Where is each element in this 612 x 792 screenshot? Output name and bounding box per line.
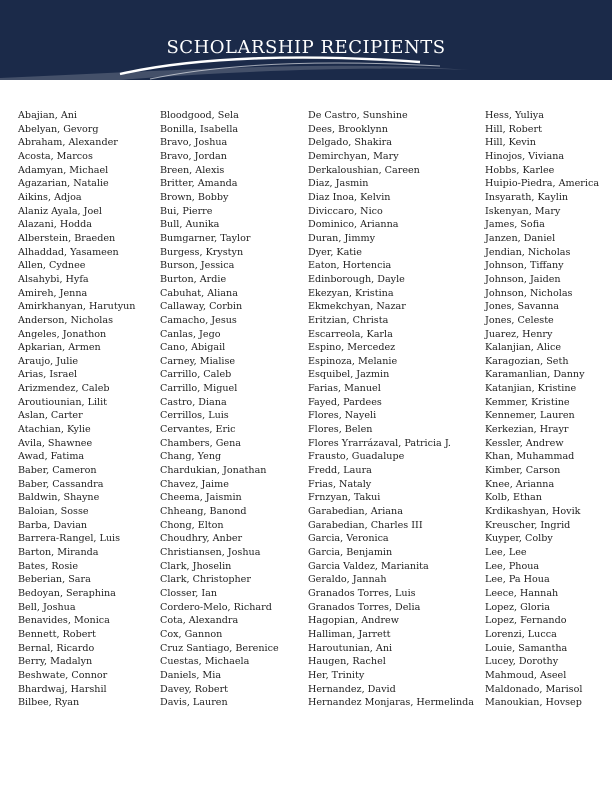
recipient-columns (0, 109, 612, 729)
recipient-name: Louie, Samantha (485, 642, 568, 654)
recipient-name: Hinojos, Viviana (485, 150, 565, 162)
recipient-name: Eritzian, Christa (308, 314, 389, 326)
header-banner (0, 0, 612, 80)
recipient-name: Davis, Lauren (160, 697, 228, 709)
recipient-name: Kerkezian, Hrayr (485, 424, 569, 436)
recipient-name: Esquibel, Jazmin (308, 369, 390, 381)
recipient-name: Carrillo, Miguel (160, 383, 238, 395)
recipient-name: Bennett, Robert (18, 628, 96, 640)
recipient-name: Baber, Cameron (18, 465, 97, 477)
recipient-name: Bilbee, Ryan (18, 697, 80, 709)
recipient-name: Frausto, Guadalupe (308, 451, 405, 463)
recipient-name: Bedoyan, Seraphina (18, 587, 116, 599)
recipient-name: Atachian, Kylie (18, 424, 91, 436)
recipient-name: Kessler, Andrew (485, 437, 564, 449)
recipient-name: Araujo, Julie (18, 355, 79, 367)
recipient-name: Haroutunian, Ani (308, 642, 393, 654)
recipient-column-2 (160, 109, 279, 710)
recipient-name: Diviccaro, Nico (308, 205, 383, 217)
recipient-name: Cruz Santiago, Berenice (160, 642, 279, 654)
recipient-name: Choudhry, Anber (160, 533, 243, 545)
recipient-name: Abraham, Alexander (18, 137, 118, 149)
recipient-name: Lorenzi, Lucca (485, 628, 557, 640)
recipient-name: Aroutiounian, Lilit (18, 396, 108, 408)
recipient-name: Angeles, Jonathon (18, 328, 107, 340)
recipient-name: Haugen, Rachel (308, 656, 386, 668)
recipient-name: Johnson, Tiffany (485, 260, 564, 272)
recipient-name: Hill, Robert (485, 123, 542, 135)
recipient-name: Chavez, Jaime (160, 478, 229, 490)
recipient-name: Hill, Kevin (485, 137, 536, 149)
recipient-name: Bhardwaj, Harshil (18, 683, 107, 695)
recipient-column-4 (485, 109, 599, 710)
page-title: SCHOLARSHIP RECIPIENTS (166, 37, 446, 58)
recipient-name: Garcia Valdez, Marianita (308, 560, 429, 572)
recipient-name: Carrillo, Caleb (160, 369, 232, 381)
recipient-name: Kuyper, Colby (485, 533, 553, 545)
recipient-name: Iskenyan, Mary (485, 205, 561, 217)
recipient-name: Fredd, Laura (308, 465, 372, 477)
recipient-name: Duran, Jimmy (308, 232, 375, 244)
recipient-name: Johnson, Nicholas (485, 287, 573, 299)
recipient-name: Barrera-Rangel, Luis (18, 533, 121, 545)
recipient-name: Eaton, Hortencia (308, 260, 392, 272)
recipient-name: Lopez, Gloria (485, 601, 551, 613)
recipient-column-3 (308, 109, 474, 710)
recipient-name: Garabedian, Charles III (308, 519, 423, 531)
recipient-name: Carney, Mialise (160, 355, 236, 367)
recipient-name: Garabedian, Ariana (308, 506, 403, 518)
recipient-name: Burton, Ardie (160, 273, 227, 285)
recipient-name: Farias, Manuel (308, 383, 381, 395)
recipient-name: Hernandez, David (308, 683, 396, 695)
recipient-name: Hobbs, Karlee (485, 164, 555, 176)
recipient-name: Knee, Arianna (485, 478, 555, 490)
recipient-name: Katanjian, Kristine (485, 383, 577, 395)
recipient-name: Janzen, Daniel (485, 232, 556, 244)
recipient-name: Acosta, Marcos (18, 150, 93, 162)
recipient-name: Flores, Nayeli (308, 410, 377, 422)
recipient-name: Awad, Fatima (18, 451, 85, 463)
recipient-name: Bates, Rosie (18, 560, 78, 572)
recipient-name: Karagozian, Seth (485, 355, 569, 367)
recipient-name: Bell, Joshua (18, 601, 76, 613)
recipient-name: Hernandez Monjaras, Hermelinda (308, 697, 475, 709)
recipient-name: Castro, Diana (160, 396, 227, 408)
recipient-name: Breen, Alexis (160, 164, 225, 176)
recipient-name: Krdikashyan, Hovik (485, 506, 581, 518)
recipient-name: Hess, Yuliya (485, 110, 544, 121)
recipient-name: Bernal, Ricardo (18, 642, 95, 654)
recipient-name: Kennemer, Lauren (485, 410, 575, 422)
recipient-name: Bull, Aunika (160, 219, 220, 231)
recipient-name: Davey, Robert (160, 683, 229, 695)
recipient-name: Cox, Gannon (160, 628, 223, 640)
recipient-name: Burgess, Krystyn (160, 246, 244, 258)
recipient-name: Insyarath, Kaylin (485, 191, 569, 203)
recipient-name: Maldonado, Marisol (485, 683, 583, 695)
recipient-name: Lee, Lee (485, 547, 527, 558)
recipient-name: Beberian, Sara (18, 574, 91, 586)
recipient-name: Juarez, Henry (485, 328, 553, 340)
recipient-name: Dees, Brooklynn (308, 123, 388, 135)
recipient-name: Halliman, Jarrett (308, 628, 391, 640)
recipient-name: Brown, Bobby (160, 191, 229, 203)
recipient-name: Jendian, Nicholas (485, 246, 571, 258)
recipient-name: Anderson, Nicholas (18, 314, 113, 326)
recipient-name: Alberstein, Braeden (18, 232, 116, 244)
recipient-name: Kolb, Ethan (485, 492, 542, 504)
recipient-name: Ekmekchyan, Nazar (308, 301, 406, 313)
recipient-name: James, Sofia (485, 219, 545, 231)
recipient-name: Christiansen, Joshua (160, 547, 261, 558)
recipient-name: Diaz Inoa, Kelvin (308, 191, 391, 203)
recipient-name: Amireh, Jenna (18, 287, 88, 299)
recipient-name: Abajian, Ani (18, 110, 78, 121)
recipient-name: Dominico, Arianna (308, 219, 399, 231)
recipient-name: Cervantes, Eric (160, 424, 236, 436)
recipient-name: Aslan, Carter (18, 410, 83, 422)
recipient-name: Daniels, Mia (160, 669, 222, 681)
recipient-name: Geraldo, Jannah (308, 574, 387, 586)
recipient-name: Ekezyan, Kristina (308, 287, 394, 299)
recipient-name: Avila, Shawnee (18, 437, 93, 449)
recipient-name: Cota, Alexandra (160, 615, 239, 627)
recipient-name: Flores Yrarrázaval, Patricia J. (308, 437, 451, 449)
recipient-name: Espino, Mercedez (308, 342, 396, 354)
recipient-name: Alaniz Ayala, Joel (18, 205, 103, 217)
recipient-name: Arias, Israel (18, 369, 78, 381)
recipient-name: Arizmendez, Caleb (18, 383, 110, 395)
recipient-name: Bui, Pierre (160, 205, 213, 217)
recipient-name: Leece, Hannah (485, 587, 559, 599)
recipient-name: Barba, Davian (18, 519, 88, 531)
recipient-name: Kreuscher, Ingrid (485, 519, 571, 531)
recipient-name: Cordero-Melo, Richard (160, 601, 272, 613)
recipient-name: Flores, Belen (308, 424, 373, 436)
recipient-name: Canlas, Jego (160, 328, 221, 340)
recipient-name: Alazani, Hodda (18, 219, 92, 231)
recipient-name: Agazarian, Natalie (18, 178, 109, 190)
recipient-name: Baber, Cassandra (18, 478, 104, 490)
recipient-name: Chambers, Gena (160, 437, 242, 449)
recipient-name: Garcia, Benjamin (308, 547, 393, 558)
recipient-name: Bravo, Jordan (160, 150, 227, 162)
recipient-name: Fayed, Pardees (308, 396, 382, 408)
recipient-name: Delgado, Shakira (308, 137, 392, 149)
recipient-name: Berry, Madalyn (18, 656, 93, 668)
recipient-name: Huipio-Piedra, America (485, 178, 600, 190)
recipient-name: Bonilla, Isabella (160, 123, 239, 135)
recipient-name: Kimber, Carson (485, 465, 561, 477)
recipient-name: Clark, Jhoselin (160, 560, 232, 572)
recipient-name: Baldwin, Shayne (18, 492, 100, 504)
recipient-name: Alhaddad, Yasameen (18, 246, 119, 258)
recipient-name: Amirkhanyan, Harutyun (18, 301, 136, 313)
recipient-name: Kemmer, Kristine (485, 396, 570, 408)
recipient-name: Callaway, Corbin (160, 301, 243, 313)
recipient-name: De Castro, Sunshine (308, 110, 408, 121)
recipient-name: Johnson, Jaiden (485, 273, 561, 285)
recipient-name: Cerrillos, Luis (160, 410, 229, 422)
recipient-name: Karamanlian, Danny (485, 369, 585, 381)
recipient-name: Jones, Savanna (485, 301, 560, 313)
recipient-name: Demirchyan, Mary (308, 150, 399, 162)
recipient-name: Abelyan, Gevorg (18, 123, 99, 135)
recipient-name: Lopez, Fernando (485, 615, 567, 627)
recipient-name: Chang, Yeng (160, 451, 222, 463)
recipient-name: Beshwate, Connor (18, 669, 108, 681)
recipient-name: Kalanjian, Alice (485, 342, 562, 354)
recipient-name: Aikins, Adjoa (18, 191, 82, 203)
recipient-column-1 (18, 109, 135, 710)
recipient-name: Bumgarner, Taylor (160, 232, 251, 244)
recipient-name: Frnzyan, Takui (308, 492, 381, 504)
recipient-name: Clark, Christopher (160, 574, 251, 586)
recipient-name: Bravo, Joshua (160, 137, 228, 149)
recipient-name: Garcia, Veronica (308, 533, 389, 545)
recipient-name: Granados Torres, Delia (308, 601, 421, 613)
recipient-name: Lee, Pa Houa (485, 574, 550, 586)
recipient-name: Baloian, Sosse (18, 506, 89, 518)
recipient-name: Barton, Miranda (18, 547, 99, 558)
recipient-name: Escarreola, Karla (308, 328, 393, 340)
recipient-name: Mahmoud, Aseel (485, 669, 567, 681)
recipient-name: Chheang, Banond (160, 506, 247, 518)
recipient-name: Lee, Phoua (485, 560, 540, 572)
recipient-name: Cheema, Jaismin (160, 492, 242, 504)
recipient-name: Jones, Celeste (485, 314, 554, 326)
recipient-name: Her, Trinity (308, 669, 365, 681)
recipient-name: Benavides, Monica (18, 615, 110, 627)
recipient-name: Lucey, Dorothy (485, 656, 559, 668)
recipient-name: Dyer, Katie (308, 246, 362, 258)
recipient-name: Bloodgood, Sela (160, 110, 239, 121)
recipient-name: Edinborough, Dayle (308, 273, 405, 285)
recipient-name: Camacho, Jesus (160, 314, 237, 326)
recipient-name: Cabuhat, Aliana (160, 287, 238, 299)
recipient-name: Alsahybi, Hyfa (18, 273, 89, 285)
recipient-name: Allen, Cydnee (18, 260, 86, 272)
recipient-name: Derkaloushian, Careen (308, 164, 420, 176)
recipient-name: Hagopian, Andrew (308, 615, 399, 627)
recipient-name: Frias, Nataly (308, 478, 372, 490)
recipient-name: Granados Torres, Luis (308, 587, 416, 599)
recipient-name: Manoukian, Hovsep (485, 697, 582, 709)
recipient-name: Adamyan, Michael (18, 164, 109, 176)
recipient-name: Britter, Amanda (160, 178, 238, 190)
recipient-name: Chong, Elton (160, 519, 224, 531)
recipient-name: Diaz, Jasmin (308, 178, 369, 190)
recipient-name: Chardukian, Jonathan (160, 465, 267, 477)
recipient-name: Apkarian, Armen (18, 342, 101, 354)
recipient-name: Khan, Muhammad (485, 451, 575, 463)
recipient-name: Cuestas, Michaela (160, 656, 250, 668)
recipient-name: Closser, Ian (160, 587, 218, 599)
recipient-name: Burson, Jessica (160, 260, 235, 272)
recipient-name: Espinoza, Melanie (308, 355, 398, 367)
recipient-name: Cano, Abigail (160, 342, 226, 354)
